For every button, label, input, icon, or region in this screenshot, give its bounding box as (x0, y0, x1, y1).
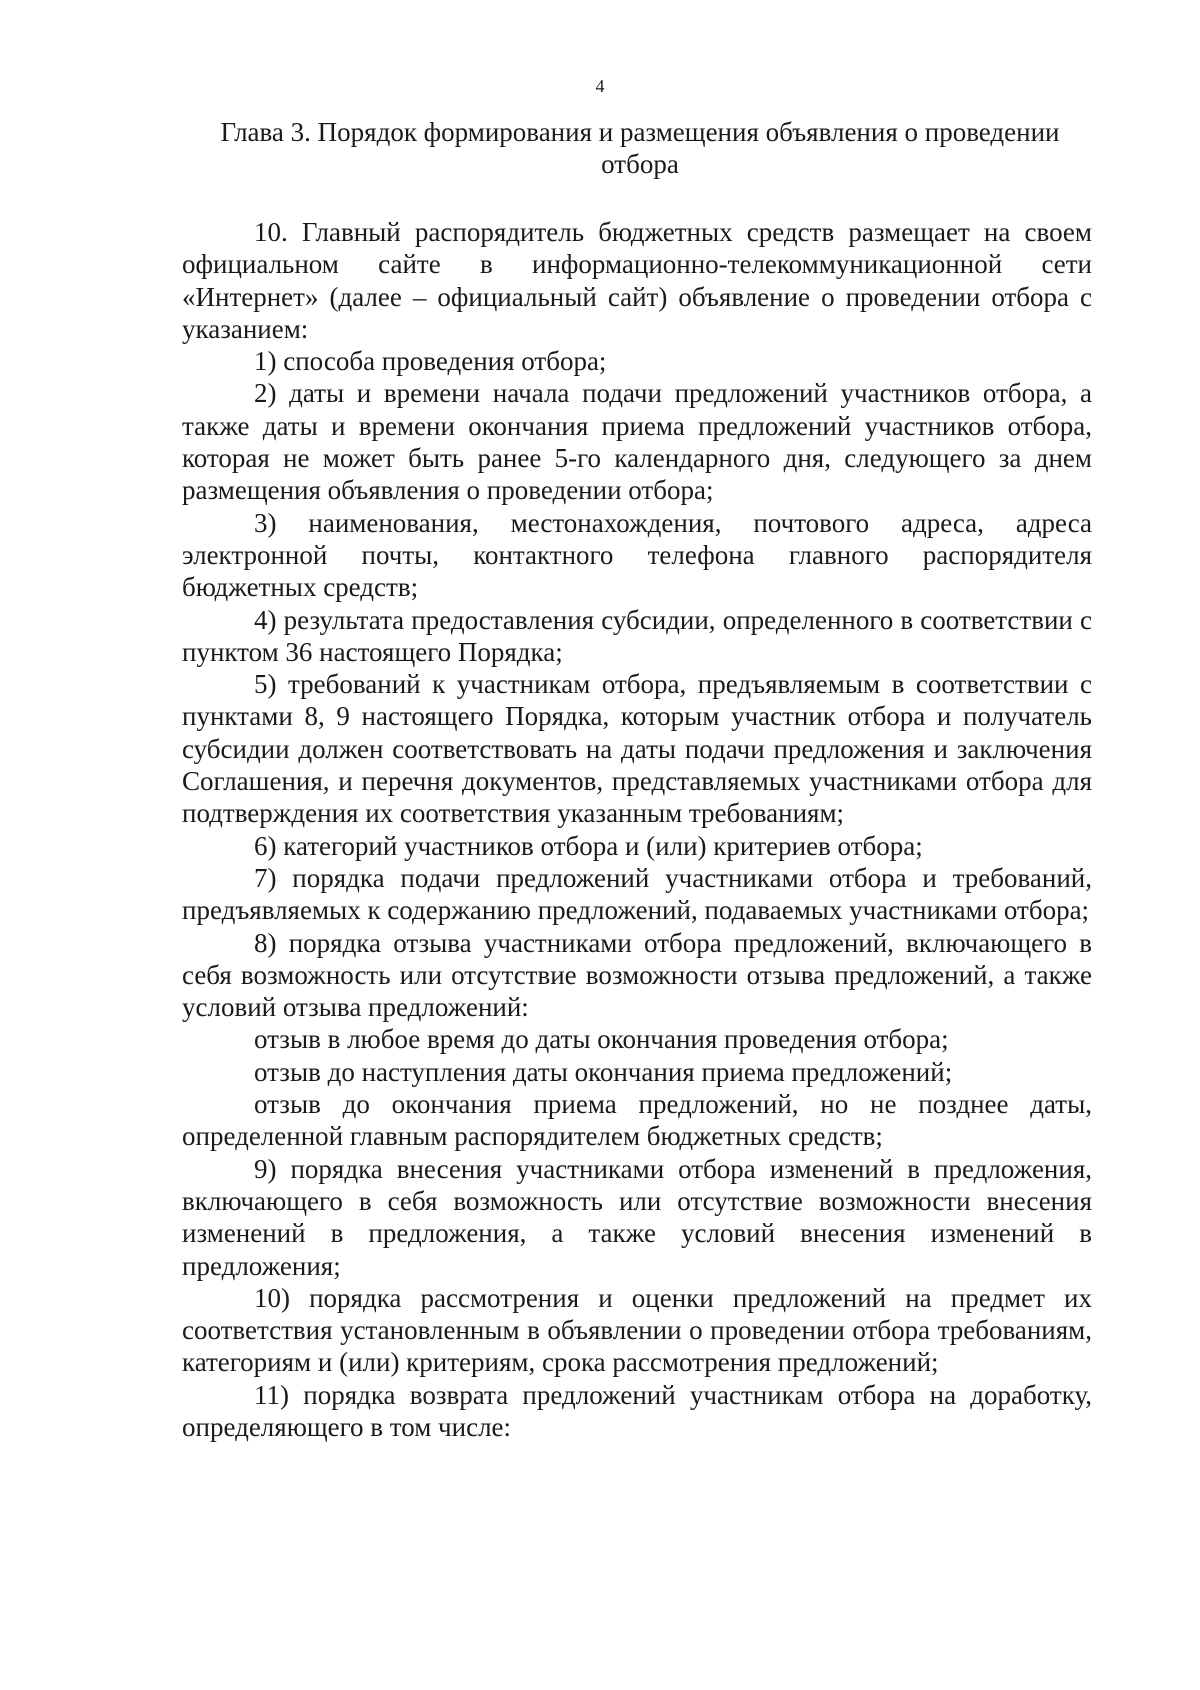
page-number: 4 (595, 76, 605, 96)
paragraph-item-11: 11) порядка возврата предложений участникам отбора на доработку, определяющего в том числе: (182, 1379, 1092, 1442)
paragraph-item-5: 5) требований к участникам отбора, предъявляемым в соответствии с пунктами 8, 9 настоящего Порядка, которым участник отбора и получатель субсидии должен соответствовать на даты подачи предложения и заключения Соглашения, и перечня документов, представляемых участниками отбора для подтверждения их соответствия указанным требованиям; (182, 669, 1092, 829)
paragraph-sub-3: отзыв до окончания приема предложений, но не позднее даты, определенной главным распорядителем бюджетных средств; (182, 1089, 1092, 1152)
paragraph-item-4: 4) результата предоставления субсидии, определенного в соответствии с пунктом 36 настоящего Порядка; (182, 604, 1092, 667)
paragraph-item-3: 3) наименования, местонахождения, почтового адреса, адреса электронной почты, контактного телефона главного распорядителя бюджетных средств; (182, 507, 1092, 603)
paragraph-item-6: 6) категорий участников отбора и (или) критериев отбора; (254, 830, 923, 861)
paragraph-item-9: 9) порядка внесения участниками отбора изменений в предложения, включающего в себя возможность или отсутствие возможности внесения изменений в предложения, а также условий внесения изменений в предложения; (182, 1153, 1092, 1281)
paragraph-item-10: 10) порядка рассмотрения и оценки предложений на предмет их соответствия установленным в объявлении о проведении отбора требованиям, категориям и (или) критериям, срока рассмотрения предложений; (182, 1282, 1092, 1378)
chapter-title: Глава 3. Порядок формирования и размещения объявления о проведении отбора (220, 117, 1060, 179)
paragraph-sub-2: отзыв до наступления даты окончания приема предложений; (254, 1056, 953, 1087)
document-body (182, 216, 1092, 1443)
paragraph-item-2: 2) даты и времени начала подачи предложений участников отбора, а также даты и времени окончания приема предложений участников отбора, которая не может быть ранее 5-го календарного дня, следующего за днем размещения объявления о проведении отбора; (182, 378, 1092, 506)
paragraph-10: 10. Главный распорядитель бюджетных средств размещает на своем официальном сайте в информационно-телекоммуникационной сети «Интернет» (далее – официальный сайт) объявление о проведении отбора с указанием: (182, 217, 1092, 344)
paragraph-item-1: 1) способа проведения отбора; (254, 346, 607, 377)
paragraph-item-7: 7) порядка подачи предложений участниками отбора и требований, предъявляемых к содержанию предложений, подаваемых участниками отбора; (182, 862, 1092, 926)
paragraph-sub-1: отзыв в любое время до даты окончания проведения отбора; (254, 1024, 949, 1055)
paragraph-item-8: 8) порядка отзыва участниками отбора предложений, включающего в себя возможность или отсутствие возможности отзыва предложений, а также условий отзыва предложений: (182, 927, 1092, 1023)
